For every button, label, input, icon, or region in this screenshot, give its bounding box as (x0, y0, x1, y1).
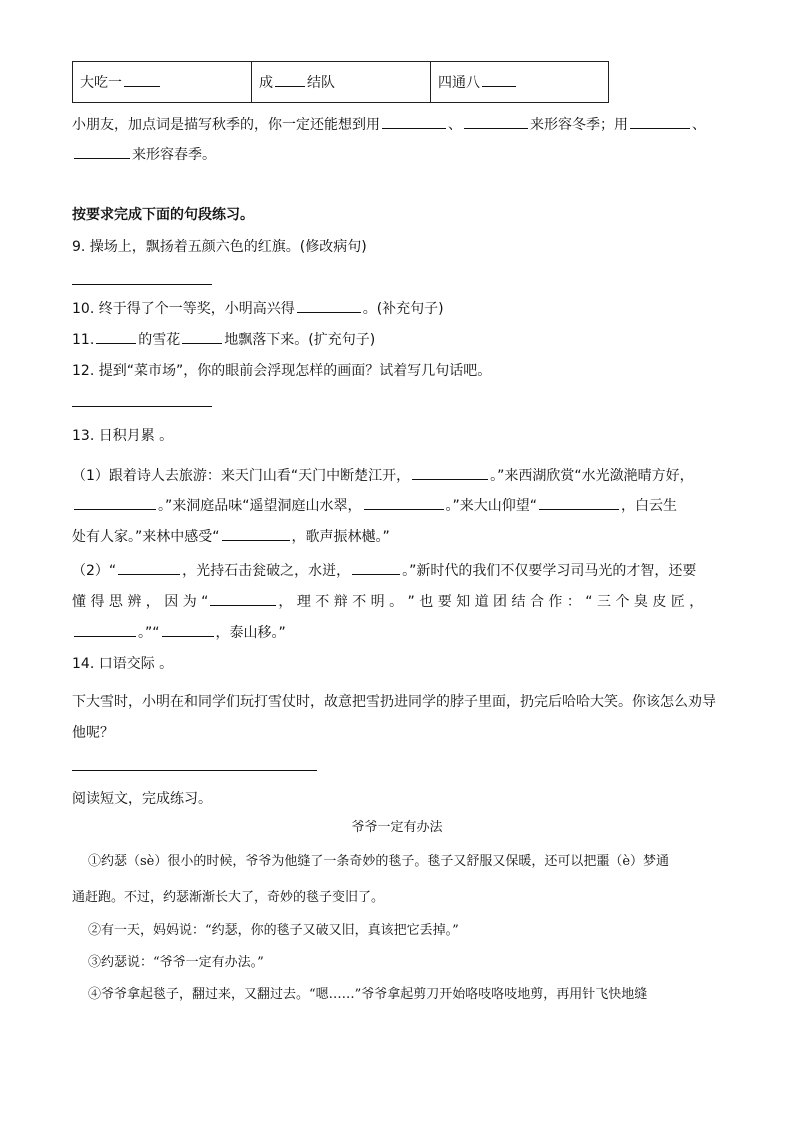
answer-blank[interactable] (382, 114, 446, 129)
idiom-cell: 成 结队 (252, 62, 431, 103)
idiom-cell: 大吃一 (73, 62, 252, 103)
answer-blank[interactable] (210, 591, 276, 606)
question-13-part1-line3: 处有人家。”来林中感受“ ，歌声振林樾。” (72, 526, 390, 547)
question-12: 12. 提到“菜市场”，你的眼前会浮现怎样的画面？试着写几句话吧。 (72, 363, 492, 379)
answer-line[interactable] (72, 284, 212, 285)
reading-paragraph-3: ③约瑟说：“爷爷一定有办法。” (88, 955, 264, 970)
answer-blank[interactable] (96, 329, 136, 344)
answer-blank[interactable] (297, 298, 361, 313)
idiom-cell: 四通八 (431, 62, 609, 103)
answer-blank[interactable] (630, 114, 690, 129)
answer-blank[interactable] (482, 72, 516, 87)
question-13-part2-line1: （2）“ ，光持石击瓮破之，水迸， 。”新时代的我们不仅要学习司马光的才智，还要 (72, 560, 696, 581)
answer-blank[interactable] (222, 526, 290, 541)
question-13-part2-line3: 。”“ ，泰山移。” (72, 622, 286, 643)
question-10: 10. 终于得了个一等奖，小明高兴得 。(补充句子) (72, 298, 444, 319)
reading-title: 爷爷一定有办法 (351, 820, 443, 835)
question-9: 9. 操场上，飘扬着五颜六色的红旗。(修改病句) (72, 239, 367, 255)
answer-line[interactable] (72, 406, 212, 407)
answer-blank[interactable] (412, 465, 488, 480)
autumn-question-line2: 来形容春季。 (72, 144, 216, 165)
answer-blank[interactable] (124, 72, 160, 87)
answer-blank[interactable] (539, 495, 619, 510)
reading-paragraph-1-line2: 通赶跑。不过，约瑟渐渐长大了，奇妙的毯子变旧了。 (72, 890, 385, 905)
question-13-part1-line2: 。”来洞庭品味“遥望洞庭山水翠， 。”来大山仰望“ ，白云生 (72, 495, 677, 516)
autumn-question-line1: 小朋友，加点词是描写秋季的，你一定还能想到用 、 来形容冬季；用 、 (72, 114, 706, 135)
answer-blank[interactable] (162, 622, 214, 637)
idiom-table (72, 61, 609, 103)
answer-blank[interactable] (464, 114, 528, 129)
question-13-part1-line1: （1）跟着诗人去旅游：来天门山看“天门中断楚江开， 。”来西湖欣赏“水光潋滟晴方好， (72, 465, 694, 486)
reading-paragraph-4: ④爷爷拿起毯子，翻过来，又翻过去。“嗯……”爷爷拿起剪刀开始咯吱咯吱地剪，再用针飞快地缝 (88, 987, 648, 1002)
reading-paragraph-1-line1: ①约瑟（sè）很小的时候，爷爷为他缝了一条奇妙的毯子。毯子又舒服又保暖，还可以把噩（è）梦通 (88, 854, 670, 869)
answer-blank[interactable] (74, 495, 156, 510)
question-14-title: 14. 口语交际 。 (72, 656, 174, 672)
answer-blank[interactable] (74, 622, 136, 637)
answer-blank[interactable] (118, 560, 180, 575)
reading-paragraph-2: ②有一天，妈妈说：“约瑟，你的毯子又破又旧，真该把它丢掉。” (88, 923, 459, 938)
question-11: 11. 的雪花 地飘落下来。(扩充句子) (72, 329, 375, 350)
answer-blank[interactable] (275, 72, 305, 87)
answer-line[interactable] (72, 770, 317, 771)
answer-blank[interactable] (352, 560, 400, 575)
question-13-part2-line2: 懂 得 思 辨 ， 因 为 “ ， 理 不 辩 不 明 。 ” 也 要 知 道 团 结 合 作 ： “ 三 个 臭 皮 匠 ， (72, 591, 703, 612)
reading-intro: 阅读短文，完成练习。 (72, 791, 212, 807)
question-14-line1: 下大雪时，小明在和同学们玩打雪仗时，故意把雪扔进同学的脖子里面，扔完后哈哈大笑。你该怎么劝导 (72, 694, 716, 710)
question-13-title: 13. 日积月累 。 (72, 428, 174, 444)
answer-blank[interactable] (364, 495, 444, 510)
question-14-line2: 他呢？ (72, 725, 114, 741)
section-title: 按要求完成下面的句段练习。 (72, 207, 254, 223)
answer-blank[interactable] (182, 329, 222, 344)
answer-blank[interactable] (74, 144, 130, 159)
